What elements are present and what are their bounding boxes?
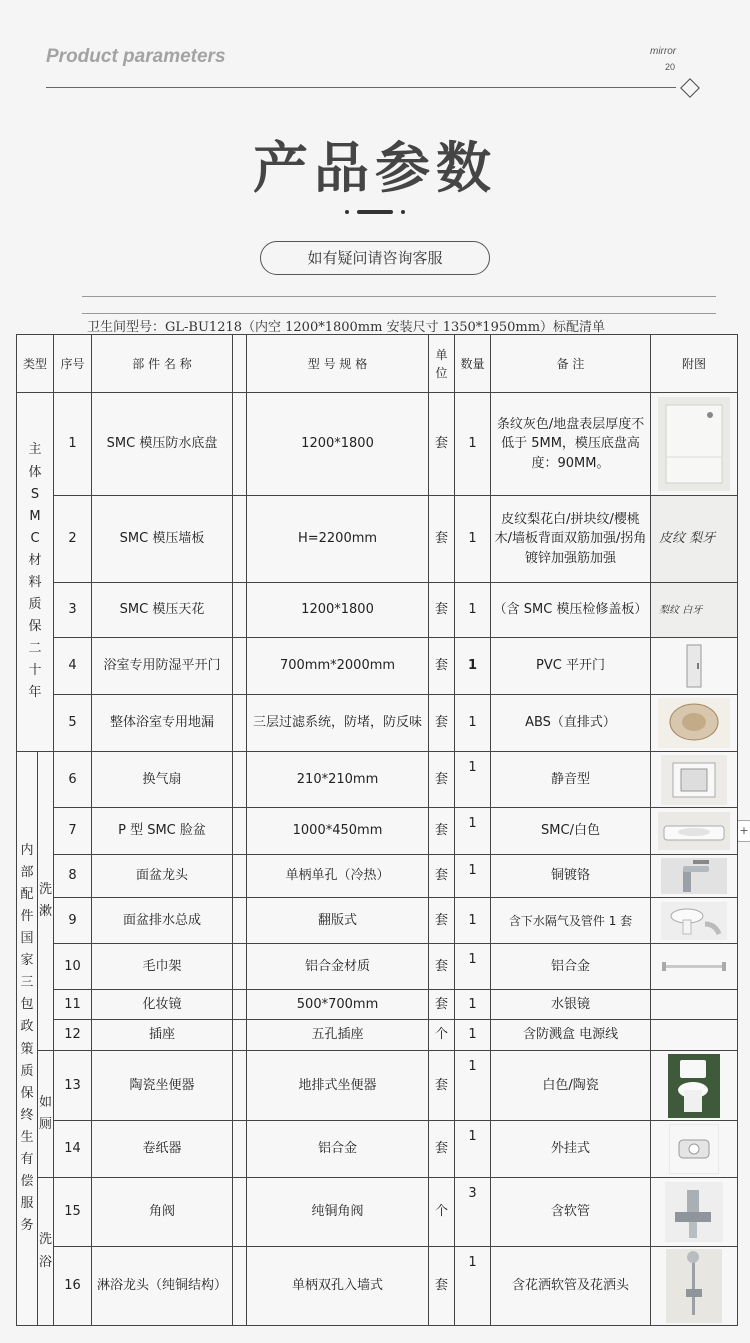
blank-cell — [233, 695, 247, 752]
row-part-name: 面盆龙头 — [92, 855, 233, 898]
page-number: 20 — [665, 62, 676, 72]
table-row — [17, 638, 738, 695]
row-unit: 套 — [429, 695, 455, 752]
row-note: 水银镜 — [491, 990, 651, 1020]
blank-cell — [233, 583, 247, 638]
row-index: 13 — [54, 1051, 92, 1121]
table-row — [17, 808, 738, 855]
row-index: 16 — [54, 1247, 92, 1326]
row-note: 含下水隔气及管件 1 套 — [491, 898, 651, 944]
row-spec: 210*210mm — [247, 752, 429, 808]
ceiling-sample-photo: 梨纹 白牙 — [659, 604, 703, 616]
row-note: PVC 平开门 — [491, 638, 651, 695]
blank-cell — [233, 1051, 247, 1121]
row-unit: 套 — [429, 583, 455, 638]
row-spec: H=2200mm — [247, 496, 429, 583]
row-qty: 1 — [455, 944, 491, 990]
row-qty: 1 — [455, 638, 491, 695]
row-note: 含防溅盒 电源线 — [491, 1020, 651, 1051]
header-quantity: 数量 — [455, 335, 491, 393]
table-row — [17, 1178, 738, 1247]
row-qty: 1 — [455, 393, 491, 496]
blank-cell — [233, 944, 247, 990]
row-unit: 套 — [429, 1051, 455, 1121]
group-bath-label: 洗浴 — [38, 1232, 52, 1270]
row-unit: 个 — [429, 1020, 455, 1051]
blank-cell — [233, 335, 247, 393]
row-spec: 1200*1800 — [247, 583, 429, 638]
group-toilet — [38, 1051, 54, 1178]
blank-cell — [233, 1178, 247, 1247]
row-spec: 铝合金 — [247, 1121, 429, 1178]
row-unit: 套 — [429, 1121, 455, 1178]
row-spec: 单柄单孔（冷热） — [247, 855, 429, 898]
row-spec: 地排式坐便器 — [247, 1051, 429, 1121]
row-unit: 套 — [429, 855, 455, 898]
header-unit: 单位 — [429, 335, 455, 393]
row-part-name: 卷纸器 — [92, 1121, 233, 1178]
table-row — [17, 990, 738, 1020]
shower-photo — [666, 1249, 722, 1323]
row-qty: 1 — [455, 583, 491, 638]
row-spec: 纯铜角阀 — [247, 1178, 429, 1247]
row-spec: 500*700mm — [247, 990, 429, 1020]
row-unit: 个 — [429, 1178, 455, 1247]
contact-service-button[interactable]: 如有疑问请咨询客服 — [260, 241, 490, 275]
row-part-name: 面盆排水总成 — [92, 898, 233, 944]
tray-photo — [658, 397, 730, 491]
towel-rack-photo — [658, 952, 730, 982]
header-type: 类型 — [17, 335, 54, 393]
row-unit: 套 — [429, 496, 455, 583]
table-row — [17, 1051, 738, 1121]
page-title: 产品参数 — [252, 136, 497, 200]
row-qty: 1 — [455, 496, 491, 583]
table-row — [17, 393, 738, 496]
divider — [82, 313, 716, 314]
row-image — [651, 496, 738, 583]
angle-valve-photo — [665, 1182, 723, 1242]
row-spec: 1200*1800 — [247, 393, 429, 496]
row-index: 7 — [54, 808, 92, 855]
row-part-name: 陶瓷坐便器 — [92, 1051, 233, 1121]
row-index: 12 — [54, 1020, 92, 1051]
row-qty: 1 — [455, 1247, 491, 1326]
group-wash — [38, 752, 54, 1051]
dot-icon — [401, 210, 405, 214]
row-image — [651, 944, 738, 990]
row-index: 6 — [54, 752, 92, 808]
row-qty: 1 — [455, 1051, 491, 1121]
group-wash-label: 洗漱 — [38, 881, 52, 919]
row-spec: 翻版式 — [247, 898, 429, 944]
row-spec: 铝合金材质 — [247, 944, 429, 990]
row-qty: 1 — [455, 808, 491, 855]
row-part-name: SMC 模压墙板 — [92, 496, 233, 583]
row-image — [651, 1178, 738, 1247]
blank-cell — [233, 393, 247, 496]
row-note: 白色/陶瓷 — [491, 1051, 651, 1121]
row-qty: 1 — [455, 990, 491, 1020]
row-image — [651, 808, 738, 855]
table-header-row — [17, 335, 738, 393]
table-row — [17, 1247, 738, 1326]
row-note: 含花洒软管及花洒头 — [491, 1247, 651, 1326]
row-image — [651, 1051, 738, 1121]
row-unit: 套 — [429, 393, 455, 496]
row-note: 含软管 — [491, 1178, 651, 1247]
blank-cell — [233, 752, 247, 808]
row-index: 11 — [54, 990, 92, 1020]
row-image — [651, 990, 738, 1020]
row-index: 14 — [54, 1121, 92, 1178]
row-qty: 1 — [455, 695, 491, 752]
header-divider — [46, 87, 676, 88]
header-model-spec: 型 号 规 格 — [247, 335, 429, 393]
row-part-name: 角阀 — [92, 1178, 233, 1247]
row-image — [651, 752, 738, 808]
blank-cell — [233, 1121, 247, 1178]
header-image: 附图 — [651, 335, 738, 393]
row-unit: 套 — [429, 808, 455, 855]
door-photo — [679, 643, 709, 689]
faucet-photo — [661, 858, 727, 894]
row-image — [651, 1020, 738, 1051]
blank-cell — [233, 990, 247, 1020]
row-image — [651, 898, 738, 944]
row-image — [651, 638, 738, 695]
table-row — [17, 1121, 738, 1178]
row-spec: 五孔插座 — [247, 1020, 429, 1051]
row-unit: 套 — [429, 638, 455, 695]
blank-cell — [233, 808, 247, 855]
row-part-name: 淋浴龙头（纯铜结构） — [92, 1247, 233, 1326]
list-title: 卫生间型号：GL-BU1218（内空 1200*1800mm 安装尺寸 1350*1950mm）标配清单 — [87, 320, 606, 335]
group-internal-label: 内部配件国家三包政策质保终生有偿服务 — [20, 842, 34, 1234]
row-part-name: 毛巾架 — [92, 944, 233, 990]
row-index: 9 — [54, 898, 92, 944]
row-note: 条纹灰色/地盘表层厚度不低于 5MM，模压底盘高度：90MM。 — [491, 393, 651, 496]
row-qty: 1 — [455, 1020, 491, 1051]
row-note: ABS（直排式） — [491, 695, 651, 752]
row-note: 皮纹梨花白/拼块纹/樱桃木/墙板背面双筋加强/拐角镀锌加强筋加强 — [491, 496, 651, 583]
row-qty: 1 — [455, 1121, 491, 1178]
row-note: 外挂式 — [491, 1121, 651, 1178]
fan-photo — [661, 755, 727, 805]
toilet-photo — [668, 1054, 720, 1118]
row-spec: 三层过滤系统，防堵，防反味 — [247, 695, 429, 752]
group-bath — [38, 1178, 54, 1326]
row-index: 4 — [54, 638, 92, 695]
table-row — [17, 1020, 738, 1051]
paper-holder-photo — [669, 1124, 719, 1174]
row-part-name: 插座 — [92, 1020, 233, 1051]
row-image — [651, 695, 738, 752]
drain-kit-photo — [661, 902, 727, 940]
row-part-name: SMC 模压防水底盘 — [92, 393, 233, 496]
diamond-icon — [680, 78, 700, 98]
wall-sample-photo: 皮纹 梨牙 — [659, 530, 716, 546]
expand-button[interactable]: + — [737, 820, 750, 842]
header-title: Product parameters — [46, 46, 226, 67]
row-index: 5 — [54, 695, 92, 752]
row-part-name: 换气扇 — [92, 752, 233, 808]
row-unit: 套 — [429, 752, 455, 808]
row-note: 铝合金 — [491, 944, 651, 990]
blank-cell — [233, 1020, 247, 1051]
dot-icon — [345, 210, 349, 214]
blank-cell — [233, 855, 247, 898]
floor-drain-photo — [658, 698, 730, 748]
table-row — [17, 898, 738, 944]
header-index: 序号 — [54, 335, 92, 393]
divider — [82, 296, 716, 297]
row-index: 1 — [54, 393, 92, 496]
row-note: SMC/白色 — [491, 808, 651, 855]
row-qty: 1 — [455, 898, 491, 944]
row-note: 静音型 — [491, 752, 651, 808]
group-toilet-label: 如厕 — [38, 1094, 52, 1132]
table-row — [17, 944, 738, 990]
row-index: 8 — [54, 855, 92, 898]
group-main — [17, 393, 54, 752]
row-index: 10 — [54, 944, 92, 990]
row-image — [651, 583, 738, 638]
row-note: （含 SMC 模压检修盖板） — [491, 583, 651, 638]
row-spec: 单柄双孔入墙式 — [247, 1247, 429, 1326]
row-image — [651, 1247, 738, 1326]
row-spec: 700mm*2000mm — [247, 638, 429, 695]
blank-cell — [233, 638, 247, 695]
table-row — [17, 695, 738, 752]
row-index: 15 — [54, 1178, 92, 1247]
table-row — [17, 496, 738, 583]
dash-icon — [357, 210, 393, 214]
group-main-label: 主体SMC材料质保二十年 — [28, 442, 42, 701]
row-qty: 1 — [455, 752, 491, 808]
header-part-name: 部 件 名 称 — [92, 335, 233, 393]
basin-photo — [658, 812, 730, 850]
row-image — [651, 1121, 738, 1178]
row-note: 铜镀铬 — [491, 855, 651, 898]
row-qty: 1 — [455, 855, 491, 898]
blank-cell — [233, 496, 247, 583]
row-index: 3 — [54, 583, 92, 638]
group-internal — [17, 752, 38, 1326]
row-part-name: SMC 模压天花 — [92, 583, 233, 638]
row-image — [651, 393, 738, 496]
row-unit: 套 — [429, 944, 455, 990]
row-unit: 套 — [429, 1247, 455, 1326]
row-qty: 3 — [455, 1178, 491, 1247]
row-part-name: 化妆镜 — [92, 990, 233, 1020]
header-mirror-label: mirror — [650, 46, 677, 57]
row-part-name: 浴室专用防湿平开门 — [92, 638, 233, 695]
blank-cell — [233, 898, 247, 944]
row-unit: 套 — [429, 898, 455, 944]
spec-table — [16, 334, 738, 1326]
table-row — [17, 752, 738, 808]
row-part-name: P 型 SMC 脸盆 — [92, 808, 233, 855]
row-spec: 1000*450mm — [247, 808, 429, 855]
table-row — [17, 855, 738, 898]
header-note: 备 注 — [491, 335, 651, 393]
row-part-name: 整体浴室专用地漏 — [92, 695, 233, 752]
row-unit: 套 — [429, 990, 455, 1020]
row-index: 2 — [54, 496, 92, 583]
row-image — [651, 855, 738, 898]
blank-cell — [233, 1247, 247, 1326]
table-row — [17, 583, 738, 638]
